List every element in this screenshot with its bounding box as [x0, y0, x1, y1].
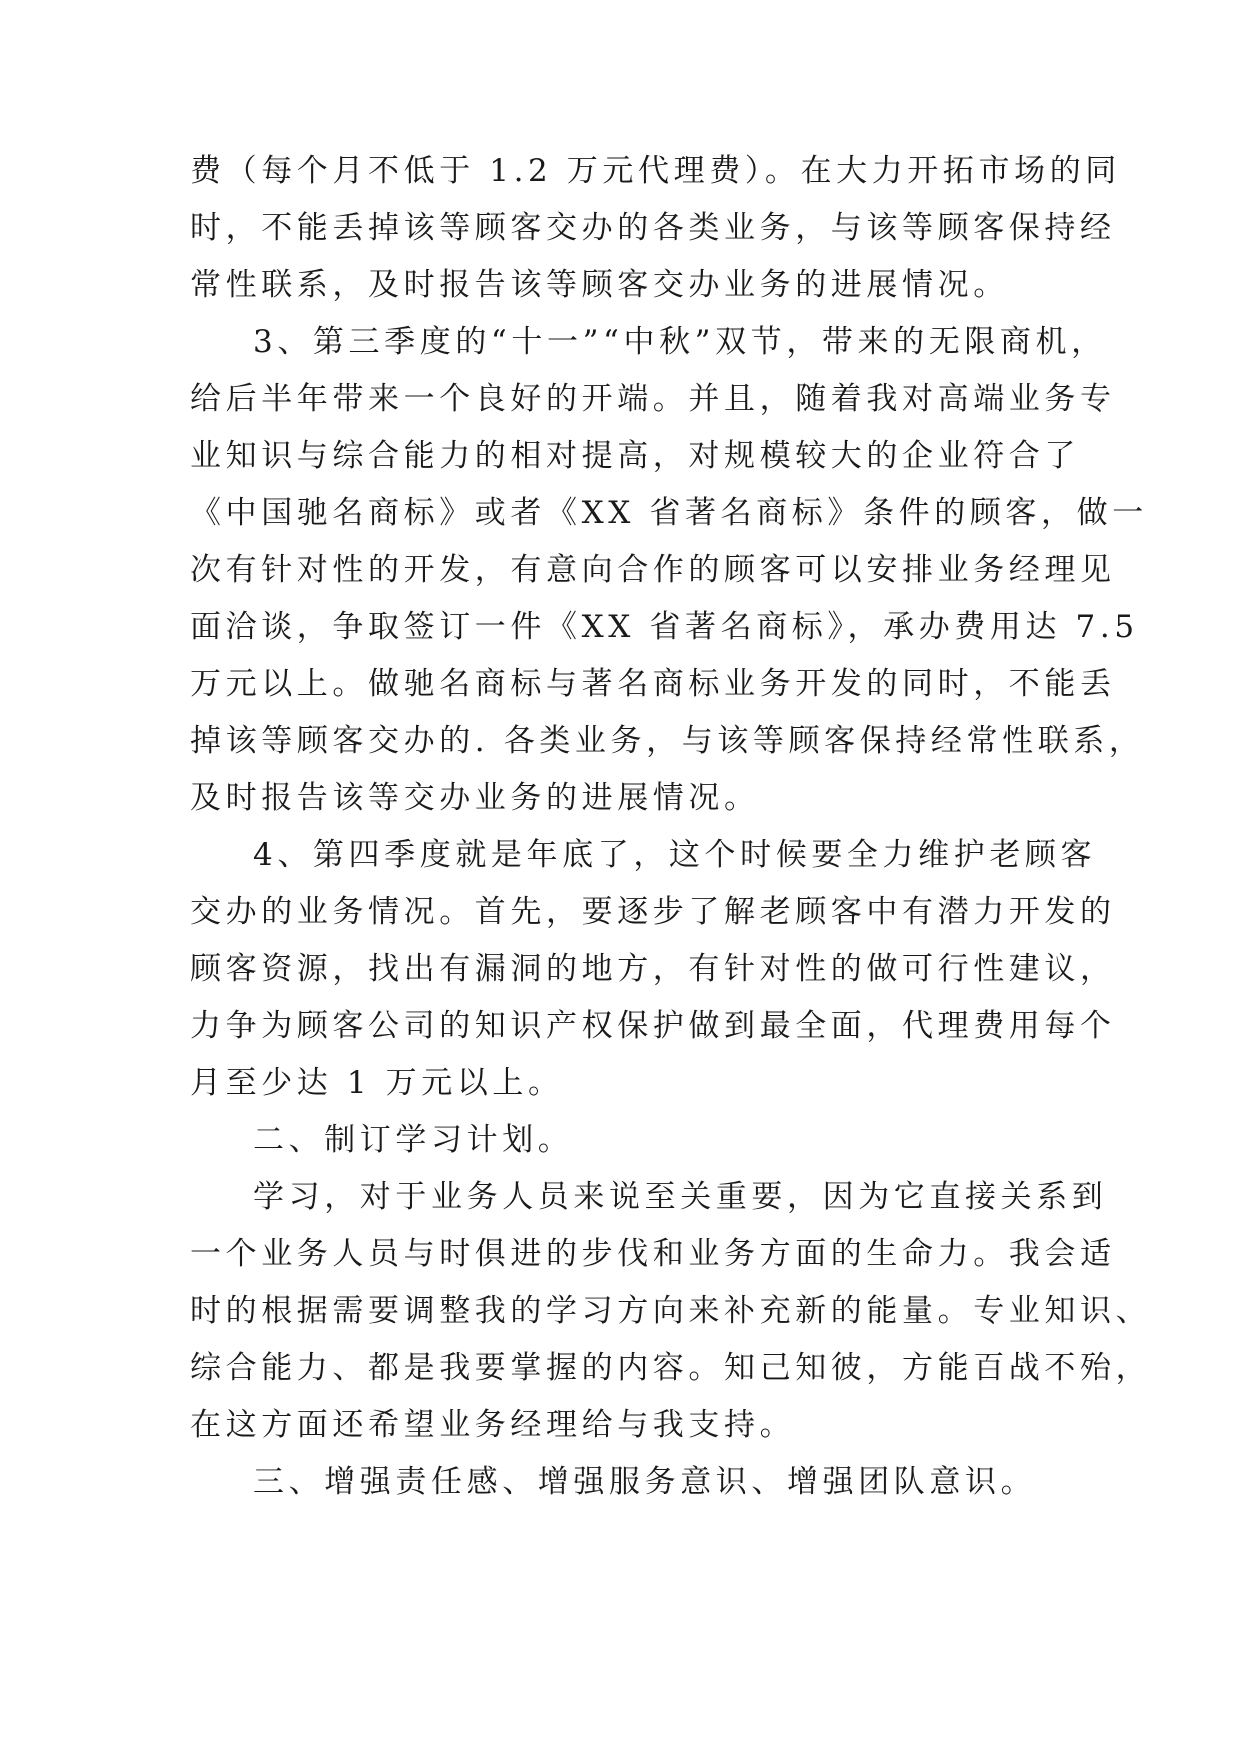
text-line: 力争为顾客公司的知识产权保护做到最全面，代理费用每个 — [190, 1008, 1116, 1044]
text-line: 交办的业务情况。首先，要逐步了解老顾客中有潜力开发的 — [190, 894, 1116, 930]
paragraph-start-line: 3、第三季度的“十一”“中秋”双节，带来的无限商机， — [253, 324, 1107, 360]
text-line: 及时报告该等交办业务的进展情况。 — [190, 780, 760, 816]
text-line: 费（每个月不低于 1.2 万元代理费）。在大力开拓市场的同 — [190, 153, 1121, 189]
paragraph-start-line: 4、第四季度就是年底了，这个时候要全力维护老顾客 — [253, 837, 1097, 873]
text-line: 常性联系，及时报告该等顾客交办业务的进展情况。 — [190, 267, 1009, 303]
text-line: 《中国驰名商标》或者《XX 省著名商标》条件的顾客，做一 — [190, 495, 1148, 531]
text-line: 时的根据需要调整我的学习方向来补充新的能量。专业知识、 — [190, 1293, 1152, 1329]
text-line: 万元以上。做驰名商标与著名商标业务开发的同时，不能丢 — [190, 666, 1116, 702]
paragraph-start-line: 学习，对于业务人员来说至关重要，因为它直接关系到 — [253, 1179, 1108, 1215]
text-line: 月至少达 1 万元以上。 — [190, 1065, 564, 1101]
text-line: 顾客资源，找出有漏洞的地方，有针对性的做可行性建议， — [190, 951, 1116, 987]
text-line: 掉该等顾客交办的. 各类业务，与该等顾客保持经常性联系， — [190, 723, 1145, 759]
text-line: 业知识与综合能力的相对提高，对规模较大的企业符合了 — [190, 438, 1080, 474]
text-line: 综合能力、都是我要掌握的内容。知己知彼，方能百战不殆， — [190, 1350, 1152, 1386]
section-heading: 二、制订学习计划。 — [253, 1122, 574, 1158]
text-line: 次有针对性的开发，有意向合作的顾客可以安排业务经理见 — [190, 552, 1116, 588]
section-heading: 三、增强责任感、增强服务意识、增强团队意识。 — [253, 1464, 1037, 1500]
text-line: 时，不能丢掉该等顾客交办的各类业务，与该等顾客保持经 — [190, 210, 1116, 246]
text-line: 面洽谈，争取签订一件《XX 省著名商标》，承办费用达 7.5 — [190, 609, 1139, 645]
text-line: 给后半年带来一个良好的开端。并且，随着我对高端业务专 — [190, 381, 1116, 417]
text-line: 一个业务人员与时俱进的步伐和业务方面的生命力。我会适 — [190, 1236, 1116, 1272]
text-line: 在这方面还希望业务经理给与我支持。 — [190, 1407, 796, 1443]
